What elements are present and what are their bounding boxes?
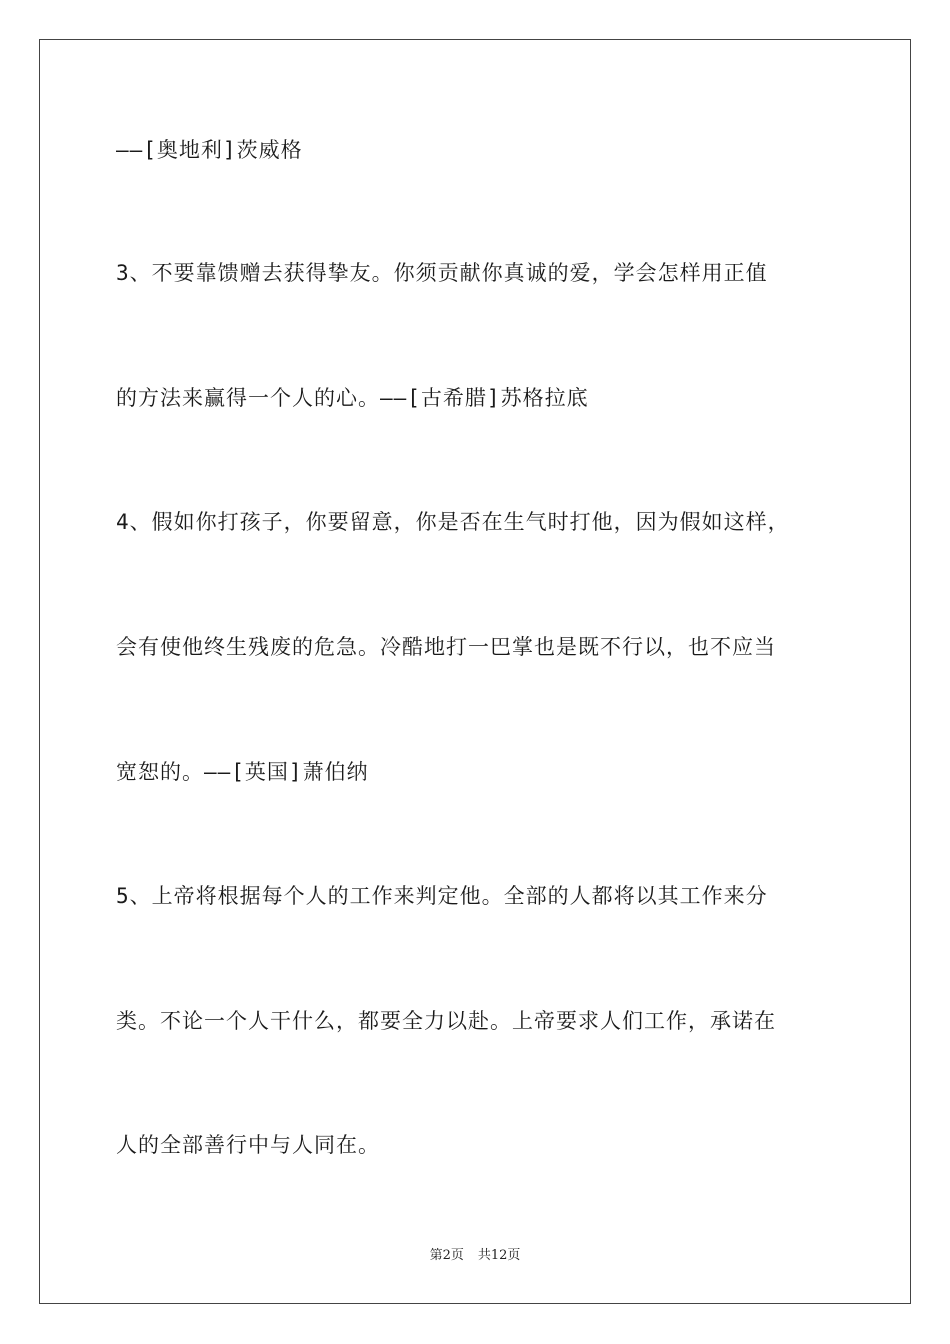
text-line: 的方法来赢得一个人的心。——[古希腊]苏格拉底 <box>116 386 589 410</box>
text-line: 宽恕的。——[英国]萧伯纳 <box>116 760 369 784</box>
page-number: 第2页 <box>429 1248 464 1263</box>
total-pages: 共12页 <box>477 1248 521 1263</box>
page-border <box>39 39 911 1304</box>
text-line: 会有使他终生残废的危急。冷酷地打一巴掌也是既不行以，也不应当 <box>116 635 776 659</box>
page-footer <box>0 1246 950 1266</box>
text-line: 人的全部善行中与人同在。 <box>116 1133 380 1157</box>
text-line: 5、上帝将根据每个人的工作来判定他。全部的人都将以其工作来分 <box>116 884 768 908</box>
text-line: 3、不要靠馈赠去获得挚友。你须贡献你真诚的爱，学会怎样用正值 <box>116 261 768 285</box>
text-line: 类。不论一个人干什么，都要全力以赴。上帝要求人们工作，承诺在 <box>116 1009 776 1033</box>
text-line: ——[奥地利]茨威格 <box>116 138 303 162</box>
text-line: 4、假如你打孩子，你要留意，你是否在生气时打他，因为假如这样， <box>116 510 790 534</box>
